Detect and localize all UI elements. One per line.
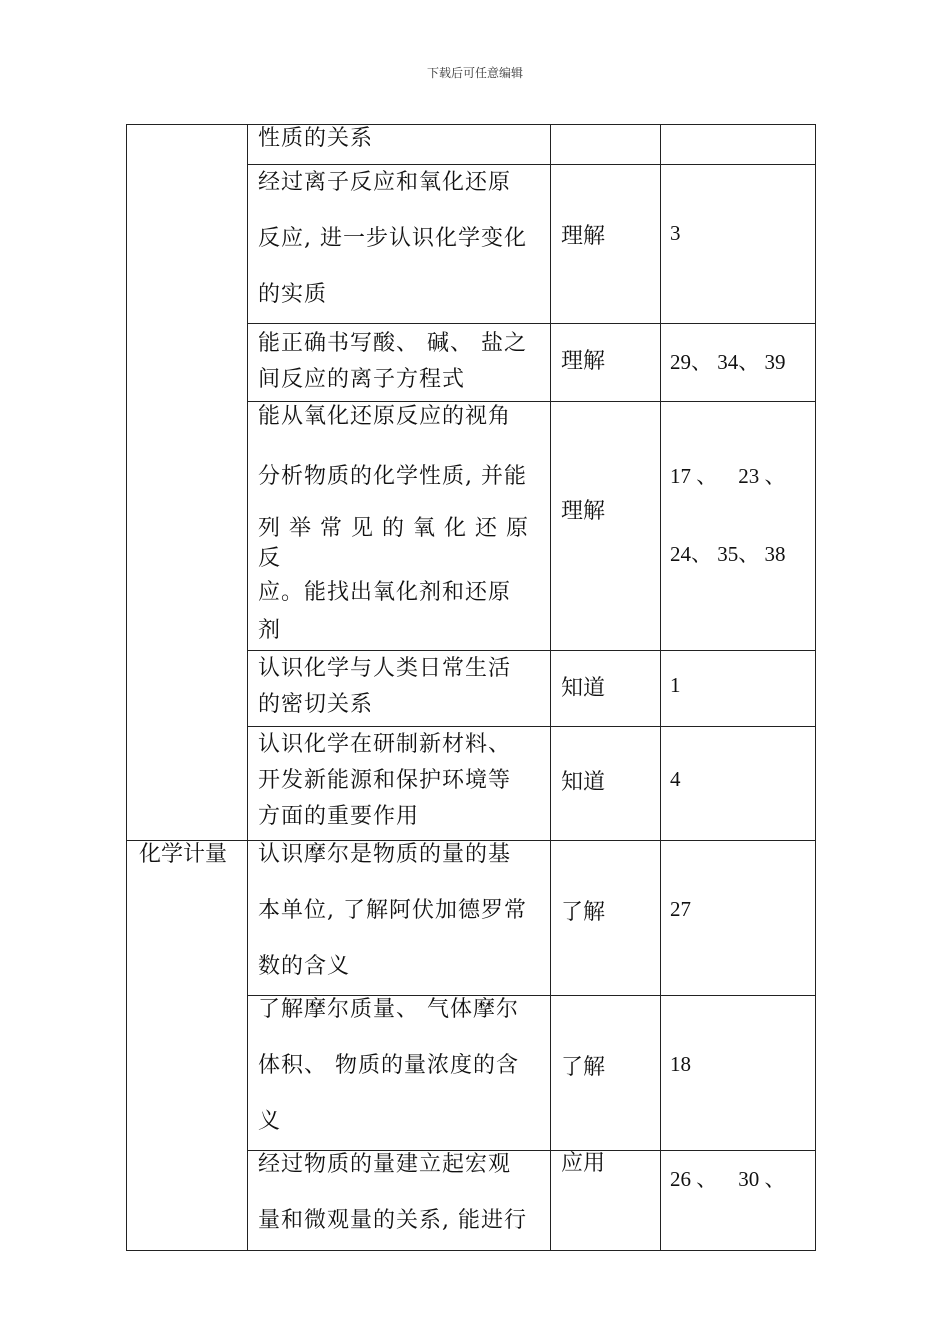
level-cell: 理解	[551, 165, 661, 324]
level-cell: 知道	[551, 651, 661, 727]
requirement-cell: 能从氧化还原反应的视角 分析物质的化学性质, 并能 列 举 常 见 的 氧 化 还 原 反 应。能找出氧化剂和还原 剂	[248, 402, 551, 651]
items-cell: 4	[661, 727, 816, 841]
level-cell: 了解	[551, 996, 661, 1151]
level-cell: 应用	[551, 1151, 661, 1251]
category-cell	[127, 125, 248, 841]
items-cell: 3	[661, 165, 816, 324]
requirement-cell: 经过离子反应和氧化还原 反应, 进一步认识化学变化 的实质	[248, 165, 551, 324]
requirement-cell: 了解摩尔质量、 气体摩尔 体积、 物质的量浓度的含 义	[248, 996, 551, 1151]
curriculum-table	[126, 124, 816, 1251]
level-cell: 了解	[551, 841, 661, 996]
page-header: 下载后可任意编辑	[426, 66, 523, 80]
table-row	[127, 841, 816, 996]
items-cell: 18	[661, 996, 816, 1151]
requirement-cell: 性质的关系	[248, 125, 551, 165]
requirement-cell: 认识化学在研制新材料、 开发新能源和保护环境等 方面的重要作用	[248, 727, 551, 841]
requirement-cell: 认识化学与人类日常生活 的密切关系	[248, 651, 551, 727]
level-cell: 知道	[551, 727, 661, 841]
level-cell	[551, 125, 661, 165]
requirement-cell: 认识摩尔是物质的量的基 本单位, 了解阿伏加德罗常 数的含义	[248, 841, 551, 996]
items-cell: 27	[661, 841, 816, 996]
items-cell: 1	[661, 651, 816, 727]
level-cell: 理解	[551, 324, 661, 402]
level-cell: 理解	[551, 402, 661, 651]
items-cell: 26 、 30 、	[661, 1151, 816, 1251]
items-cell: 17 、 23 、 24、 35、 38	[661, 402, 816, 651]
category-cell: 化学计量	[127, 841, 248, 1251]
items-cell	[661, 125, 816, 165]
items-cell: 29、 34、 39	[661, 324, 816, 402]
requirement-cell: 经过物质的量建立起宏观 量和微观量的关系, 能进行	[248, 1151, 551, 1251]
requirement-cell: 能正确书写酸、 碱、 盐之 间反应的离子方程式	[248, 324, 551, 402]
